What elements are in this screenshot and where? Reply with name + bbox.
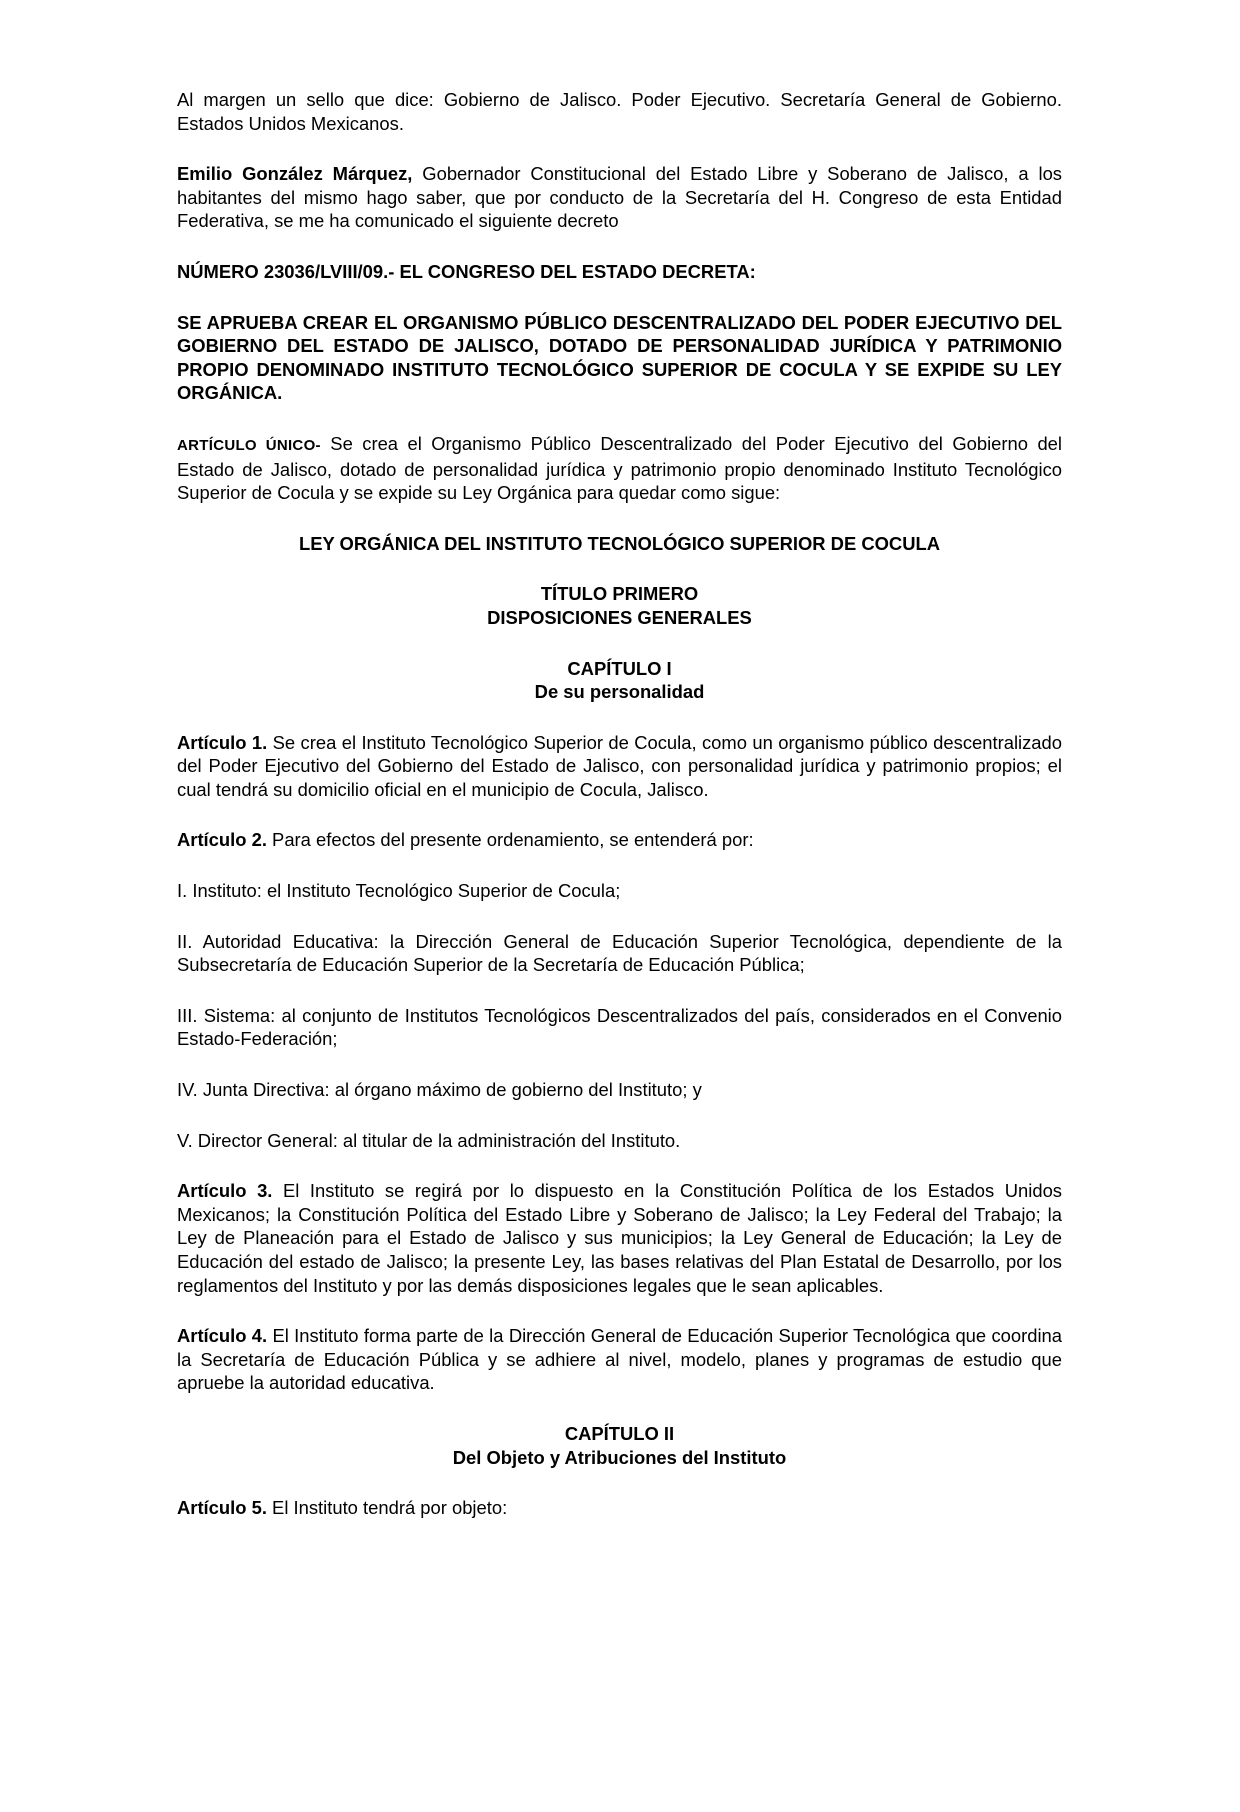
fraccion-5: V. Director General: al titular de la administración del Instituto.: [177, 1129, 681, 1151]
articulo-3-label: Artículo 3.: [177, 1180, 273, 1202]
decree-number: NÚMERO 23036/LVIII/09.- EL CONGRESO DEL ESTADO DECRETA:: [177, 260, 756, 282]
articulo-5-text: El Instituto tendrá por objeto:: [266, 1497, 508, 1519]
articulo-5-label: Artículo 5.: [177, 1497, 267, 1519]
titulo-primero-heading: [177, 582, 1062, 629]
articulo-4-label: Artículo 4.: [177, 1325, 268, 1347]
articulo-3: [177, 1179, 1062, 1297]
articulo-2: [177, 828, 1062, 852]
titulo-primero-name: DISPOSICIONES GENERALES: [487, 606, 752, 628]
articulo-unico: [177, 432, 1062, 505]
capitulo-2-name: Del Objeto y Atribuciones del Instituto: [452, 1446, 787, 1468]
articulo-unico-label: ARTÍCULO ÚNICO-: [177, 436, 321, 454]
governor-text: Gobernador Constitucional del Estado Libre y Soberano de Jalisco, a los habitantes del mismo hago saber, que por conducto de la Secretaría del H. Congreso de esta Entidad Federativa, se me ha comunicado el siguiente decreto: [177, 163, 1063, 232]
articulo-unico-text: Se crea el Organismo Público Descentralizado del Poder Ejecutivo del Gobierno del Estado de Jalisco, dotado de personalidad jurídica y patrimonio propio denominado Instituto Tecnológico Superior de Cocula y se expide su Ley Orgánica para quedar como sigue:: [177, 432, 1062, 504]
articulo-4-text: El Instituto forma parte de la Dirección General de Educación Superior Tecnológica que coordina la Secretaría de Educación Pública y se adhiere al nivel, modelo, planes y programas de estudio que apruebe la autoridad educativa.: [177, 1325, 1062, 1394]
articulo-1-text: Se crea el Instituto Tecnológico Superior de Cocula, como un organismo público descentralizado del Poder Ejecutivo del Gobierno del Estado de Jalisco, con personalidad jurídica y patrimonio propios; el cual tendrá su domicilio oficial en el municipio de Cocula, Jalisco.: [177, 731, 1062, 800]
fraccion-3: III. Sistema: al conjunto de Institutos Tecnológicos Descentralizados del país, considerados en el Convenio Estado-Federación;: [177, 1004, 1062, 1050]
fraccion-1: I. Instituto: el Instituto Tecnológico Superior de Cocula;: [177, 880, 621, 902]
articulo-5: [177, 1496, 1062, 1520]
articulo-1: [177, 731, 1062, 802]
document-page: [177, 88, 1062, 1547]
governor-name: Emilio González Márquez,: [177, 163, 413, 185]
articulo-2-text: Para efectos del presente ordenamiento, se entenderá por:: [266, 829, 754, 851]
decree-title: SE APRUEBA CREAR EL ORGANISMO PÚBLICO DESCENTRALIZADO DEL PODER EJECUTIVO DEL GOBIERNO DEL ESTADO DE JALISCO, DOTADO DE PERSONALIDAD JURÍDICA Y PATRIMONIO PROPIO DENOMINADO INSTITUTO TECNOLÓGICO SUPERIOR DE COCULA Y SE EXPIDE SU LEY ORGÁNICA.: [177, 311, 1062, 404]
law-title: LEY ORGÁNICA DEL INSTITUTO TECNOLÓGICO SUPERIOR DE COCULA: [299, 532, 940, 554]
articulo-4: [177, 1324, 1062, 1395]
articulo-3-text: El Instituto se regirá por lo dispuesto en la Constitución Política de los Estados Unidos Mexicanos; la Constitución Política del Estado Libre y Soberano de Jalisco; la Ley Federal del Trabajo; la Ley de Planeación para el Estado de Jalisco y sus municipios; la Ley General de Educación; la Ley de Educación del estado de Jalisco; la presente Ley, las bases relativas del Plan Estatal de Desarrollo, por los reglamentos del Instituto y por las demás disposiciones legales que le sean aplicables.: [177, 1180, 1062, 1296]
governor-paragraph: [177, 162, 1062, 233]
articulo-1-label: Artículo 1.: [177, 731, 268, 753]
seal-note: Al margen un sello que dice: Gobierno de Jalisco. Poder Ejecutivo. Secretaría General de Gobierno. Estados Unidos Mexicanos.: [177, 89, 1062, 134]
fraccion-2: II. Autoridad Educativa: la Dirección General de Educación Superior Tecnológica, dependiente de la Subsecretaría de Educación Superior de la Secretaría de Educación Pública;: [177, 930, 1062, 976]
capitulo-2-heading: [177, 1422, 1062, 1469]
titulo-primero: TÍTULO PRIMERO: [540, 583, 699, 605]
capitulo-1-heading: [177, 657, 1062, 704]
articulo-2-label: Artículo 2.: [177, 829, 267, 851]
capitulo-2: CAPÍTULO II: [564, 1422, 675, 1444]
fraccion-4: IV. Junta Directiva: al órgano máximo de gobierno del Instituto; y: [177, 1079, 702, 1101]
capitulo-1-name: De su personalidad: [534, 681, 705, 703]
capitulo-1: CAPÍTULO I: [567, 657, 672, 679]
